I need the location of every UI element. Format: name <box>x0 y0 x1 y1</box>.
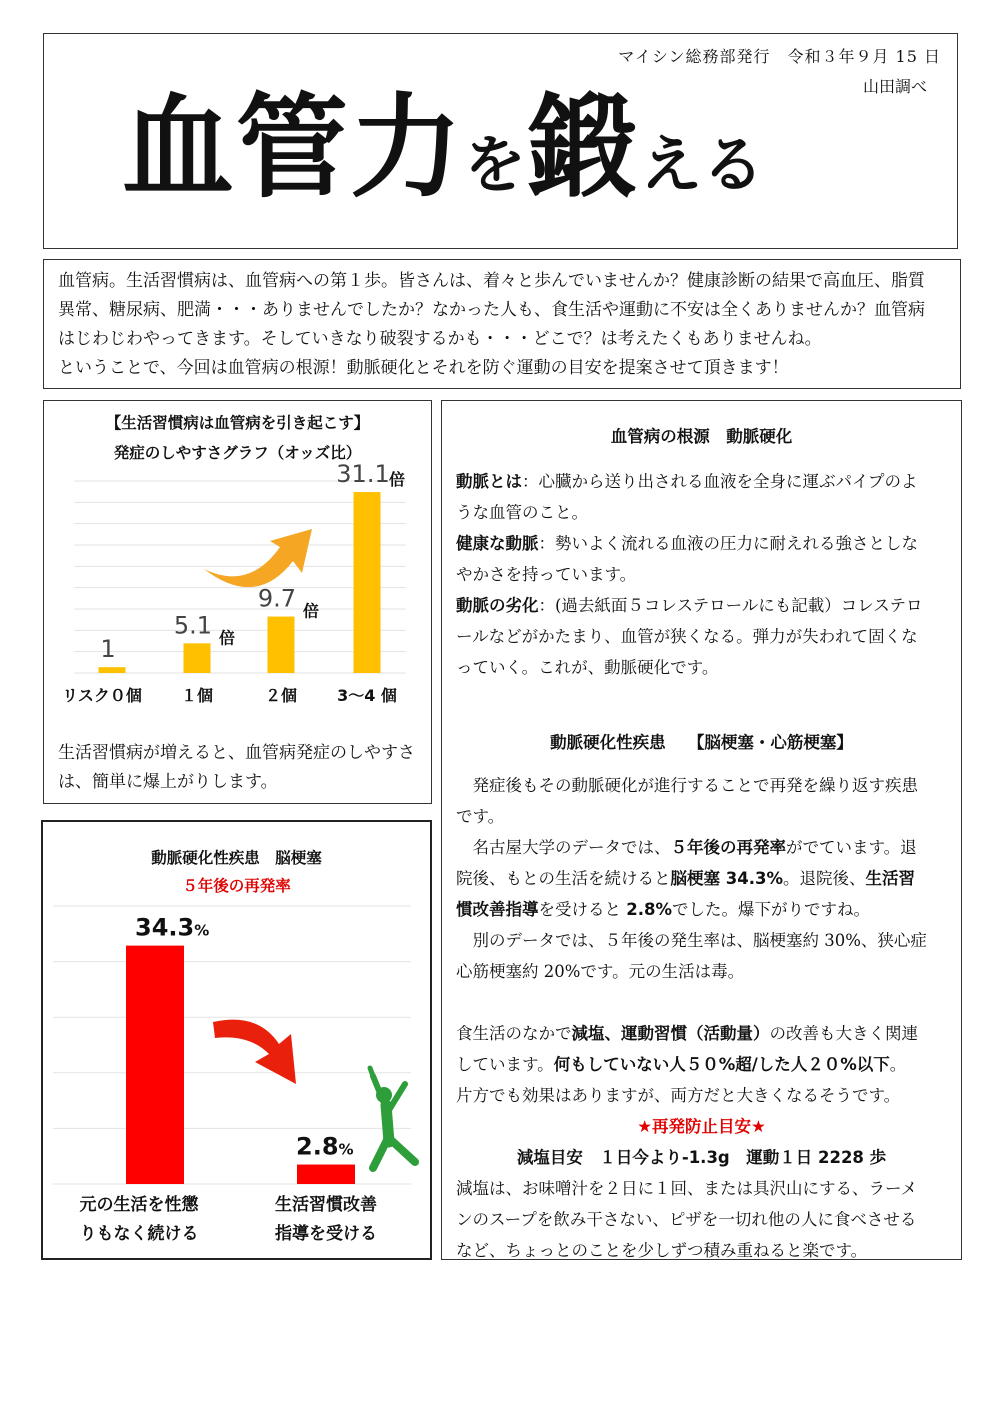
p2c-1: を受けると <box>538 900 627 919</box>
chart1-value-label: 1 <box>100 635 116 664</box>
para-recurrence <box>456 770 947 832</box>
degrade-text-b: ールなどがかたまり、血管が狭くなる。弾力が失われて固くな <box>456 627 918 646</box>
p3b: 心筋梗塞約 20%です。元の生活は毒。 <box>456 962 745 981</box>
author-line: 山田調べ <box>862 77 927 96</box>
chart2-bar <box>126 946 184 1184</box>
curved-arrow-down-icon <box>213 1020 296 1084</box>
p5a: 減塩は、お味噌汁を２日に１回、または具沢山にする、ラーメ <box>456 1179 918 1198</box>
degrade-text-a: ：(過去紙面５コレステロールにも記載）コレステロ <box>538 596 923 615</box>
recurrence-chart <box>41 820 432 1260</box>
chart1-category-label: 3～4 個 <box>337 686 397 705</box>
chart2-category-label-line2: 指導を受ける <box>275 1224 377 1244</box>
intro-line-1: 血管病。生活習慣病は、血管病への第１歩。皆さんは、着々と歩んでいませんか？健康診断の結果で高血圧、脂質 <box>58 271 925 291</box>
chart1-unit-label: 倍 <box>303 601 320 621</box>
p4a-1: 食生活のなかで <box>456 1024 572 1043</box>
curved-arrow-up-icon <box>204 529 312 587</box>
chart2-plot <box>43 822 430 1258</box>
chart1-category-label: １個 <box>180 686 214 705</box>
p2b-2: 。退院後、 <box>783 869 866 888</box>
odds-ratio-chart <box>43 400 432 804</box>
artery-text-b: うな血管のこと。 <box>456 503 588 522</box>
chart1-plot <box>44 401 431 731</box>
chart2-subtitle-prefix: ５年後の <box>182 877 245 895</box>
chart1-caption-line-1: 生活習慣病が増えると、血管病発症のしやすさ <box>58 743 415 763</box>
artery-degradation <box>456 590 947 683</box>
title-part-3: 鍛 <box>526 83 641 213</box>
para-lifestyle <box>456 1018 947 1111</box>
chart1-title: 【生活習慣病は血管病を引き起こす】 <box>105 414 370 432</box>
chart1-category-label: ２個 <box>264 686 298 705</box>
chart1-bar <box>354 492 381 673</box>
p2b-bold: 脳梗塞 34.3% <box>670 869 783 888</box>
p4a-2: の改善も大きく関連 <box>769 1024 918 1043</box>
degrade-label: 動脈の劣化 <box>456 596 539 615</box>
chart2-category-label-line1: 生活習慣改善 <box>275 1195 377 1215</box>
publisher-line: マイシン総務部発行 令和３年９月 15 日 <box>618 47 941 66</box>
intro-line-2: 異常、糖尿病、肥満・・・ありませんでしたか？なかった人も、食生活や運動に不安は全くありませんか？血管病 <box>58 300 925 320</box>
chart1-unit-label: 倍 <box>219 628 236 648</box>
title-part-4: える <box>640 128 765 201</box>
chart1-caption <box>58 739 423 797</box>
p1b: です。 <box>456 807 505 826</box>
chart2-category-label-line2: りもなく続ける <box>79 1224 199 1244</box>
p4b-1: しています。 <box>456 1055 554 1074</box>
p5c: など、ちょっとのことを少しずつ積み重ねると楽です。 <box>456 1241 868 1260</box>
chart1-caption-line-2: は、簡単に爆上がりします。 <box>58 772 278 792</box>
chart2-value-label: 34.3% <box>135 913 210 942</box>
chart2-category-label-line1: 元の生活を性懲 <box>79 1195 199 1215</box>
degrade-text-c: っていく。これが、動脈硬化です。 <box>456 658 719 677</box>
header <box>43 33 958 249</box>
para-salt-tips <box>456 1173 947 1266</box>
chart1-category-label: リスク０個 <box>62 686 142 705</box>
p4b-bold: 何もしていない人５０%超/した人２０%以下 <box>553 1055 890 1074</box>
title-part-2: を <box>464 128 527 201</box>
heading-disease: 動脈硬化性疾患 【脳梗塞・心筋梗塞】 <box>550 733 853 752</box>
p2c-bold: 慣改善指導 <box>456 900 539 919</box>
artery-text-a: ：心臓から送り出される血液を全身に運ぶパイプのよ <box>522 472 918 491</box>
p2a-1: 名古屋大学のデータでは、 <box>472 838 671 857</box>
heading-artery: 血管病の根源 動脈硬化 <box>610 427 793 446</box>
cheering-person-icon <box>370 1068 415 1168</box>
chart2-subtitle-highlight: 再発率 <box>244 877 291 895</box>
artery-definition <box>456 466 947 528</box>
p3a: 別のデータでは、５年後の発生率は、脳梗塞約 30%、狭心症 <box>472 931 927 950</box>
p2c-2: でした。爆下がりですね。 <box>672 900 871 919</box>
chart1-subtitle: 発症のしやすさグラフ（オッズ比） <box>113 444 362 462</box>
p2b-bold2: 生活習 <box>865 869 915 888</box>
chart2-bar <box>297 1165 355 1184</box>
intro-box <box>43 259 961 389</box>
goal-line: 減塩目安 １日今より-1.3g 運動１日 2228 歩 <box>516 1148 887 1167</box>
intro-line-3: はじわじわやってきます。そしていきなり破裂するかも・・・どこで？は考えたくもありませんね。 <box>58 329 822 349</box>
healthy-label: 健康な動脈 <box>456 534 539 553</box>
chart1-value-label: 31.1 <box>336 460 390 489</box>
chart2-value-label: 2.8% <box>296 1132 354 1161</box>
p4a-bold: 減塩、運動習慣（活動量） <box>571 1024 770 1043</box>
chart1-unit-label: 倍 <box>389 470 406 490</box>
p2a-bold: ５年後の再発率 <box>670 838 786 857</box>
p2b-1: 院後、もとの生活を続けると <box>456 869 671 888</box>
chart1-value-label: 5.1 <box>173 611 213 640</box>
p1a: 発症後もその動脈硬化が進行することで再発を繰り返す疾患 <box>472 776 918 795</box>
chart2-title: 動脈硬化性疾患 脳梗塞 <box>151 849 322 867</box>
chart1-value-label: 9.7 <box>257 584 297 613</box>
p4b-2: 。 <box>889 1055 907 1074</box>
healthy-artery <box>456 528 947 590</box>
right-article <box>441 400 962 1260</box>
title-part-1: 血管力 <box>122 83 464 213</box>
p5b: ンのスープを飲み干さない、ピザを一切れ他の人に食べさせる <box>456 1210 917 1229</box>
chart1-bar <box>184 643 211 673</box>
p4c: 片方でも効果はありますが、両方だと大きくなるそうです。 <box>456 1086 901 1105</box>
chart1-bar <box>268 617 295 673</box>
chart1-bar <box>99 667 126 673</box>
p2a-2: がでています。退 <box>786 838 917 857</box>
intro-line-4: ということで、今回は血管病の根源！動脈硬化とそれを防ぐ運動の目安を提案させて頂きます！ <box>58 358 789 378</box>
para-other-data <box>456 925 947 987</box>
goal-title: ★再発防止目安★ <box>637 1117 766 1136</box>
healthy-text-b: やかさを持っています。 <box>456 565 637 584</box>
page-title <box>122 83 765 213</box>
artery-label: 動脈とは <box>456 472 522 491</box>
p2c-bold2: 2.8% <box>626 900 673 919</box>
healthy-text-a: ：勢いよく流れる血液の圧力に耐えれる強さとしな <box>538 534 918 553</box>
para-nagoya <box>456 832 947 925</box>
